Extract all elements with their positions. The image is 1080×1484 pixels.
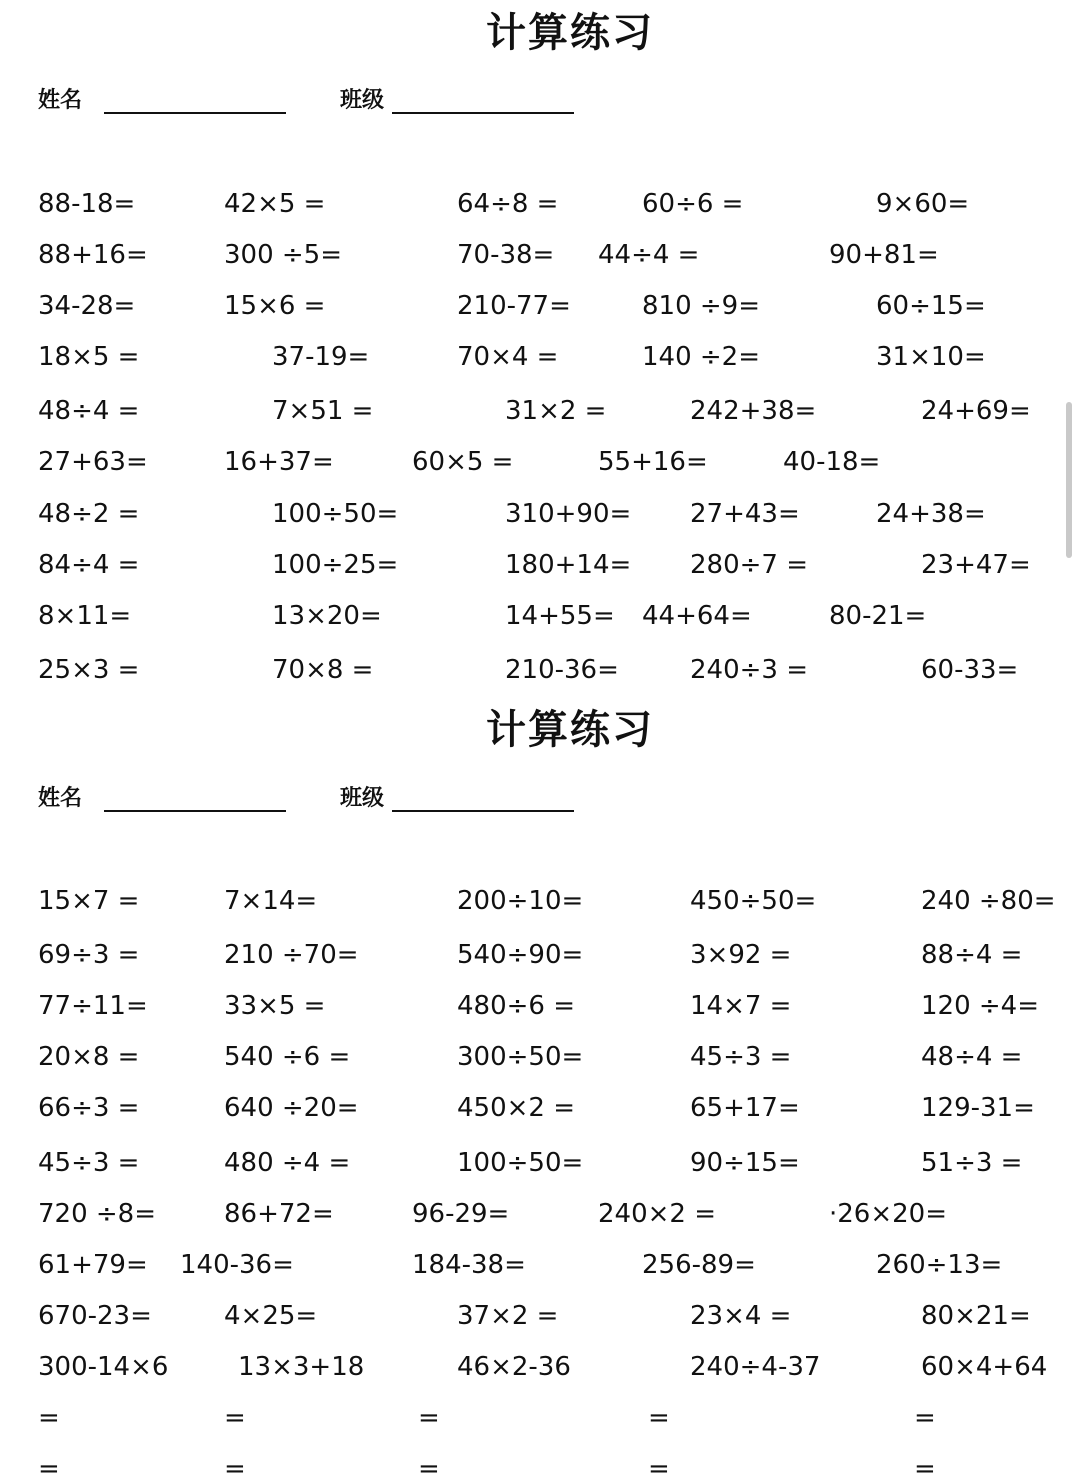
problem: 65+17= [690,1093,800,1123]
problem: 20×8 = [38,1042,140,1072]
answer-equals: = [224,1403,246,1433]
problem: 4×25= [224,1301,318,1331]
problem: 640 ÷20= [224,1093,359,1123]
problem: 51÷3 = [921,1148,1023,1178]
problem: 184-38= [412,1250,526,1280]
problem: 15×7 = [38,886,140,916]
problem: 240÷4-37 [690,1352,821,1382]
problem: 450×2 = [457,1093,576,1123]
problem: 140-36= [180,1250,294,1280]
problem: 120 ÷4= [921,991,1040,1021]
problem: 280÷7 = [690,550,809,580]
problem: 70-38= [457,240,555,270]
problem: 96-29= [412,1199,510,1229]
class-blank-line [392,88,574,114]
name-label: 姓名 [38,786,83,811]
class-blank-line [392,786,574,812]
problem: 23+47= [921,550,1031,580]
answer-equals: = [418,1454,440,1484]
problem: 44+64= [642,601,752,631]
problem: ·26×20= [829,1199,948,1229]
problem: 48÷2 = [38,499,140,529]
problem: 40-18= [783,447,881,477]
problem: 60×4+64 [921,1352,1048,1382]
problem: 46×2-36 [457,1352,571,1382]
problem: 180+14= [505,550,632,580]
problem: 7×51 = [272,396,374,426]
answer-equals: = [914,1454,936,1484]
problem: 33×5 = [224,991,326,1021]
problem: 14+55= [505,601,615,631]
section-2-name-field [38,786,286,812]
answer-equals: = [418,1403,440,1433]
problem: 44÷4 = [598,240,700,270]
name-label: 姓名 [38,88,83,113]
problem: 100÷25= [272,550,399,580]
problem: 60-33= [921,655,1019,685]
problem: 90÷15= [690,1148,800,1178]
problem: 13×20= [272,601,382,631]
problem: 7×14= [224,886,318,916]
problem: 300 ÷5= [224,240,343,270]
problem: 13×3+18 [238,1352,365,1382]
class-label: 班级 [340,786,385,811]
problem: 48÷4 = [921,1042,1023,1072]
problem: 77÷11= [38,991,148,1021]
problem: 42×5 = [224,189,326,219]
problem: 810 ÷9= [642,291,761,321]
name-blank-line [104,88,286,114]
problem: 100÷50= [457,1148,584,1178]
name-blank-line [104,786,286,812]
problem: 480 ÷4 = [224,1148,351,1178]
problem: 55+16= [598,447,708,477]
problem: 24+38= [876,499,986,529]
problem: 45÷3 = [690,1042,792,1072]
problem: 100÷50= [272,499,399,529]
problem: 88÷4 = [921,940,1023,970]
problem: 210 ÷70= [224,940,359,970]
answer-equals: = [224,1454,246,1484]
problem: 450÷50= [690,886,817,916]
problem: 129-31= [921,1093,1035,1123]
answer-equals: = [648,1454,670,1484]
section-2-title: 计算练习 [486,706,654,753]
section-1-title: 计算练习 [486,9,654,56]
problem: 240 ÷80= [921,886,1056,916]
problem: 70×8 = [272,655,374,685]
section-1-name-field [38,88,286,114]
problem: 70×4 = [457,342,559,372]
answer-equals: = [648,1403,670,1433]
problem: 37-19= [272,342,370,372]
problem: 210-36= [505,655,619,685]
problem: 720 ÷8= [38,1199,157,1229]
section-1-class-field [340,88,574,114]
problem: 8×11= [38,601,132,631]
problem: 200÷10= [457,886,584,916]
problem: 66÷3 = [38,1093,140,1123]
problem: 34-28= [38,291,136,321]
problem: 25×3 = [38,655,140,685]
problem: 86+72= [224,1199,334,1229]
problem: 18×5 = [38,342,140,372]
problem: 31×10= [876,342,986,372]
problem: 240×2 = [598,1199,717,1229]
problem: 27+43= [690,499,800,529]
problem: 88-18= [38,189,136,219]
problem: 9×60= [876,189,970,219]
problem: 14×7 = [690,991,792,1021]
problem: 540÷90= [457,940,584,970]
answer-equals: = [38,1403,60,1433]
answer-equals: = [38,1454,60,1484]
problem: 540 ÷6 = [224,1042,351,1072]
problem: 60÷15= [876,291,986,321]
section-2-class-field [340,786,574,812]
problem: 256-89= [642,1250,756,1280]
problem: 3×92 = [690,940,792,970]
problem: 84÷4 = [38,550,140,580]
problem: 64÷8 = [457,189,559,219]
problem: 45÷3 = [38,1148,140,1178]
vertical-scrollbar[interactable] [1066,402,1072,558]
problem: 90+81= [829,240,939,270]
problem: 80-21= [829,601,927,631]
problem: 240÷3 = [690,655,809,685]
problem: 23×4 = [690,1301,792,1331]
problem: 15×6 = [224,291,326,321]
problem: 16+37= [224,447,334,477]
problem: 242+38= [690,396,817,426]
problem: 88+16= [38,240,148,270]
problem: 480÷6 = [457,991,576,1021]
problem: 37×2 = [457,1301,559,1331]
answer-equals: = [914,1403,936,1433]
class-label: 班级 [340,88,385,113]
problem: 300÷50= [457,1042,584,1072]
problem: 31×2 = [505,396,607,426]
problem: 80×21= [921,1301,1031,1331]
problem: 69÷3 = [38,940,140,970]
problem: 61+79= [38,1250,148,1280]
problem: 140 ÷2= [642,342,761,372]
problem: 48÷4 = [38,396,140,426]
problem: 260÷13= [876,1250,1003,1280]
problem: 670-23= [38,1301,152,1331]
problem: 310+90= [505,499,632,529]
problem: 24+69= [921,396,1031,426]
problem: 60÷6 = [642,189,744,219]
problem: 210-77= [457,291,571,321]
problem: 300-14×6 [38,1352,169,1382]
problem: 27+63= [38,447,148,477]
problem: 60×5 = [412,447,514,477]
